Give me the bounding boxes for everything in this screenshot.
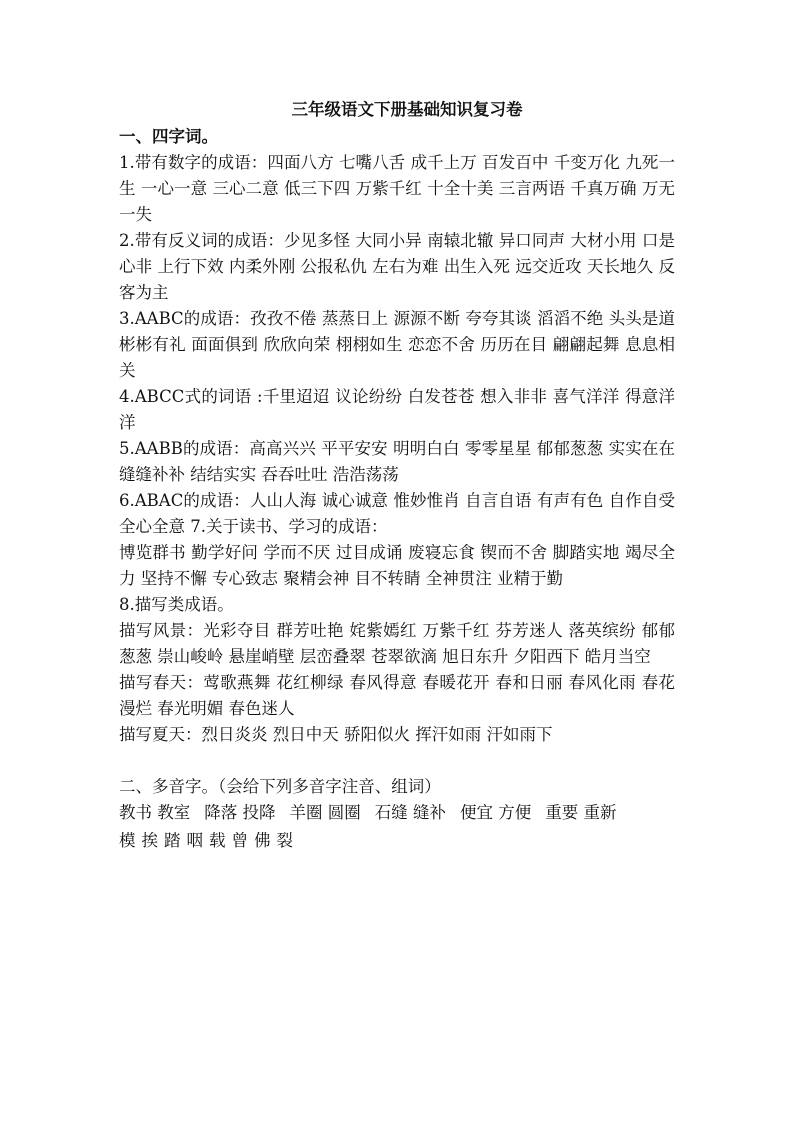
paragraph-numbers: 1.带有数字的成语：四面八方 七嘴八舌 成千上万 百发百中 千变万化 九死一生 一心一意 三心二意 低三下四 万紫千红 十全十美 三言两语 千真万确 万无一失 bbox=[119, 153, 675, 224]
polyphone-word: 便宜 方便 bbox=[460, 803, 532, 822]
section-2-heading: 二、多音字。（会给下列多音字注音、组词） bbox=[119, 777, 441, 796]
polyphone-word-list bbox=[119, 800, 675, 826]
polyphone-word: 羊圈 圆圈 bbox=[289, 803, 361, 822]
polyphone-char: 佛 bbox=[254, 831, 271, 850]
paragraph-study: 博览群书 勤学好问 学而不厌 过目成诵 废寝忘食 锲而不舍 脚踏实地 竭尽全力 坚持不懈 专心致志 聚精会神 目不转睛 全神贯注 业精于勤 bbox=[119, 543, 675, 588]
polyphone-char: 载 bbox=[209, 831, 226, 850]
paragraph-scenery: 描写风景：光彩夺目 群芳吐艳 姹紫嫣红 万紫千红 芬芳迷人 落英缤纷 郁郁葱葱 崇山峻岭 悬崖峭壁 层峦叠翠 苍翠欲滴 旭日东升 夕阳西下 皓月当空 bbox=[119, 621, 675, 666]
polyphone-word: 教书 教室 bbox=[119, 803, 191, 822]
paragraph-aabc: 3.AABC的成语：孜孜不倦 蒸蒸日上 源源不断 夸夸其谈 滔滔不绝 头头是道 彬彬有礼 面面俱到 欣欣向荣 栩栩如生 恋恋不舍 历历在目 翩翩起舞 息息相关 bbox=[119, 309, 675, 380]
paragraph-abcc: 4.ABCC式的词语 :千里迢迢 议论纷纷 白发苍苍 想入非非 喜气洋洋 得意洋洋 bbox=[119, 387, 675, 432]
paragraph-summer: 描写夏天：烈日炎炎 烈日中天 骄阳似火 挥汗如雨 汗如雨下 bbox=[119, 725, 553, 744]
paragraph-description-heading: 8.描写类成语。 bbox=[119, 595, 234, 614]
polyphone-word: 重要 重新 bbox=[545, 803, 617, 822]
paragraph-abac: 6.ABAC的成语：人山人海 诚心诚意 惟妙惟肖 自言自语 有声有色 自作自受 全心全意 7.关于读书、学习的成语： bbox=[119, 491, 675, 536]
paragraph-aabb: 5.AABB的成语：高高兴兴 平平安安 明明白白 零零星星 郁郁葱葱 实实在在 缝缝补补 结结实实 吞吞吐吐 浩浩荡荡 bbox=[119, 439, 675, 484]
polyphone-char: 裂 bbox=[276, 831, 293, 850]
polyphone-char: 咽 bbox=[186, 831, 203, 850]
document-title: 三年级语文下册基础知识复习卷 bbox=[291, 100, 523, 119]
section-1-heading: 一、四字词。 bbox=[119, 127, 218, 146]
document-page bbox=[119, 96, 675, 856]
spacer bbox=[119, 748, 675, 774]
paragraph-antonyms: 2.带有反义词的成语：少见多怪 大同小异 南辕北辙 异口同声 大材小用 口是心非 上行下效 内柔外刚 公报私仇 左右为难 出生入死 远交近攻 天长地久 反客为主 bbox=[119, 231, 675, 302]
polyphone-char: 踏 bbox=[164, 831, 181, 850]
polyphone-word: 降落 投降 bbox=[204, 803, 276, 822]
paragraph-spring: 描写春天：莺歌燕舞 花红柳绿 春风得意 春暖花开 春和日丽 春风化雨 春花漫烂 春光明媚 春色迷人 bbox=[119, 673, 675, 718]
polyphone-char: 曾 bbox=[231, 831, 248, 850]
polyphone-word: 石缝 缝补 bbox=[374, 803, 446, 822]
polyphone-char: 挨 bbox=[141, 831, 158, 850]
polyphone-char: 模 bbox=[119, 831, 136, 850]
polyphone-char-list bbox=[119, 826, 675, 856]
